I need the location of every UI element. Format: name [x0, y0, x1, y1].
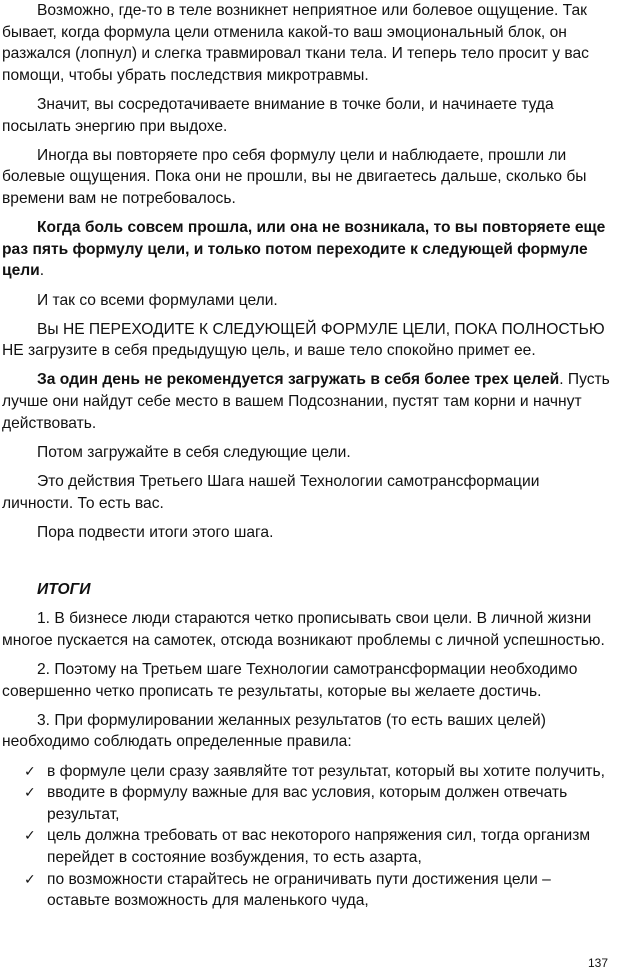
paragraph-pain-passed	[2, 217, 614, 282]
paragraph-text: Пора подвести итоги этого шага.	[37, 523, 274, 541]
paragraph-next-goals	[2, 442, 614, 464]
body-text	[2, 0, 614, 912]
checklist-item-text: цель должна требовать от вас некоторого напряжения сил, тогда организм перейдет в состояние возбуждения, то есть азарта,	[47, 827, 591, 866]
paragraph-text: Значит, вы сосредотачиваете внимание в точке боли, и начинаете туда посылать энергию при выдохе.	[2, 95, 554, 135]
checkmark-icon: ✓	[24, 784, 36, 801]
bold-text: Когда боль совсем прошла, или она не возникала, то вы повторяете еще раз пять формулу цели, и только потом переходите к следующей формуле цели	[2, 219, 606, 280]
checkmark-icon: ✓	[24, 827, 36, 844]
checklist-item	[2, 782, 614, 825]
checklist-item-text: в формуле цели сразу заявляйте тот результат, который вы хотите получить,	[47, 762, 605, 780]
paragraph-text: Это действия Третьего Шага нашей Технологии самотрансформации личности. То есть вас.	[2, 473, 540, 512]
paragraph-all-formulas	[2, 290, 614, 312]
paragraph-text: .	[39, 262, 45, 280]
paragraph-text: 3. При формулировании желанных результатов (то есть ваших целей) необходимо соблюдать определенные правила:	[2, 711, 546, 751]
rules-checklist	[2, 761, 614, 912]
paragraph-text: . Пусть лучше они найдут себе место в вашем Подсознании, пустят там корни и начнут действовать.	[2, 371, 610, 432]
page-number: 137	[587, 956, 608, 970]
paragraph-text: Возможно, где-то в теле возникнет неприятное или болевое ощущение. Так бывает, когда формула цели отменила какой-то ваш эмоциональный блок, он разжался (лопнул) и слегка травмировал ткани тела. И теперь тело просит у вас помощи, чтобы убрать последствия микротравмы.	[2, 2, 589, 84]
paragraph-text: И так со всеми формулами цели.	[37, 291, 278, 309]
section-spacer	[2, 551, 614, 579]
paragraph-summarize	[2, 522, 614, 544]
section-heading: ИТОГИ	[37, 581, 91, 598]
paragraph-repeat-formula	[2, 145, 614, 210]
paragraph-text: Иногда вы повторяете про себя формулу цели и наблюдаете, прошли ли болевые ощущения. Пока они не прошли, вы не двигаетесь дальше, сколько бы времени вам не потребовалось.	[2, 146, 587, 207]
paragraph-focus-attention	[2, 94, 614, 137]
paragraph-text: Вы НЕ ПЕРЕХОДИТЕ К СЛЕДУЮЩЕЙ ФОРМУЛЕ ЦЕЛИ, ПОКА ПОЛНОСТЬЮ НЕ загрузите в себя предыдущую цель, и ваше тело спокойно примет ее.	[2, 320, 605, 360]
paragraph-do-not-proceed	[2, 319, 614, 362]
checkmark-icon: ✓	[24, 870, 36, 887]
paragraph-pain-sensation	[2, 0, 614, 86]
summary-point-3	[2, 710, 614, 753]
paragraph-text: 2. Поэтому на Третьем шаге Технологии самотрансформации необходимо совершенно четко прописать те результаты, которые вы желаете достичь.	[2, 660, 578, 700]
checklist-item-text: вводите в формулу важные для вас условия, которым должен отвечать результат,	[47, 784, 568, 823]
checklist-item	[2, 869, 614, 912]
checkmark-icon: ✓	[24, 762, 36, 779]
checklist-item	[2, 761, 614, 783]
paragraph-three-goals	[2, 369, 614, 434]
bold-text: За один день не рекомендуется загружать в себя более трех целей	[37, 371, 560, 389]
checklist-item	[2, 825, 614, 868]
paragraph-third-step	[2, 471, 614, 514]
checklist-item-text: по возможности старайтесь не ограничивать пути достижения цели – оставьте возможность для маленького чуда,	[47, 870, 551, 910]
summary-point-2	[2, 659, 614, 702]
summary-point-1	[2, 608, 614, 651]
paragraph-text: 1. В бизнесе люди стараются четко прописывать свои цели. В личной жизни многое пускается на самотек, отсюда возникают проблемы с личной успешностью.	[2, 610, 605, 649]
paragraph-text: Потом загружайте в себя следующие цели.	[37, 443, 351, 461]
